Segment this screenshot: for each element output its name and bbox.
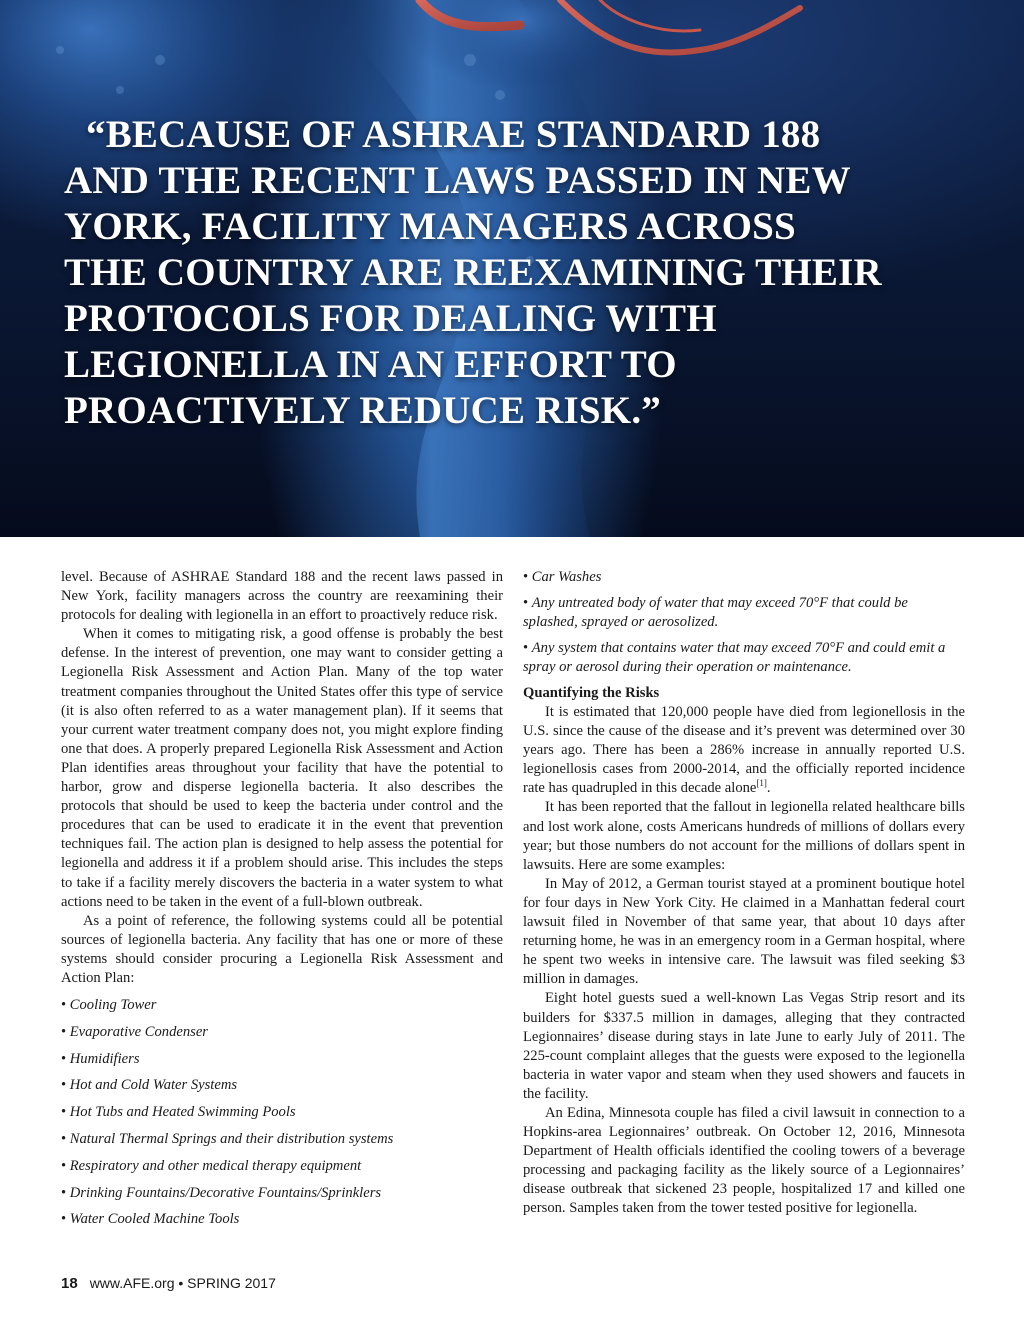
paragraph: As a point of reference, the following systems could all be potential sources of legionella bacteria. Any facility that has one or more of these systems should consider procuring a Legionella Risk Assessment and Action Plan:: [61, 912, 503, 986]
footnote-ref: [1]: [756, 778, 767, 789]
list-item: • Any untreated body of water that may exceed 70°F that could be splashed, sprayed or aerosolized.: [523, 594, 965, 632]
page-footer: [61, 1275, 276, 1292]
paragraph: In May of 2012, a German tourist stayed at a prominent boutique hotel for four days in New York City. He claimed in a Manhattan federal court lawsuit filed in November of that same year, that about 10 days after returning home, he was in an emergency room in a German hospital, where he spent two weeks in intensive care. The lawsuit was filed seeking $3 million in damages.: [523, 875, 965, 988]
legionella-sources-list: [61, 996, 503, 1229]
list-item: • Evaporative Condenser: [61, 1023, 503, 1042]
right-column: [523, 568, 965, 1219]
list-item: • Hot Tubs and Heated Swimming Pools: [61, 1103, 503, 1122]
pull-quote: “BECAUSE OF ASHRAE STANDARD 188 AND THE RECENT LAWS PASSED IN NEW YORK, FACILITY MANAGERS ACROSS THE COUNTRY ARE REEXAMINING THEIR PROTOCOLS FOR DEALING WITH LEGIONELLA IN AN EFFORT TO PROACTIVELY REDUCE RISK.”: [64, 113, 882, 432]
list-item: • Car Washes: [523, 568, 965, 587]
section-heading: Quantifying the Risks: [523, 685, 660, 701]
list-item: • Any system that contains water that may exceed 70°F and could emit a spray or aerosol during their operation or maintenance.: [523, 639, 965, 677]
footer-text: www.AFE.org • SPRING 2017: [89, 1275, 276, 1291]
list-item: • Hot and Cold Water Systems: [61, 1076, 503, 1095]
list-item: • Natural Thermal Springs and their distribution systems: [61, 1130, 503, 1149]
list-item: • Water Cooled Machine Tools: [61, 1210, 503, 1229]
page-number: 18: [61, 1275, 78, 1292]
paragraph: An Edina, Minnesota couple has filed a civil lawsuit in connection to a Hopkins-area Legionnaires’ outbreak. On October 12, 2016, Minnesota Department of Health officials identified the cooling towers of a beverage processing and packaging facility as the likely source of a Legionnaires’ disease outbreak that sickened 23 people, hospitalized 17 and killed one person. Samples taken from the tower tested positive for legionella.: [523, 1104, 965, 1217]
paragraph: It has been reported that the fallout in legionella related healthcare bills and lost work alone, costs Americans hundreds of millions of dollars every year; but those numbers do not account for the millions of dollars spent in lawsuits. Here are some examples:: [523, 799, 965, 873]
list-item: • Humidifiers: [61, 1050, 503, 1069]
left-column: [61, 568, 503, 1237]
paragraph: level. Because of ASHRAE Standard 188 and the recent laws passed in New York, facility managers across the country are reexamining their protocols for dealing with legionella in an effort to proactively reduce risk.: [61, 569, 503, 624]
list-item: • Cooling Tower: [61, 996, 503, 1015]
list-item: • Respiratory and other medical therapy equipment: [61, 1157, 503, 1176]
paragraph: It is estimated that 120,000 people have died from legionellosis in the U.S. since the cause of the disease and it’s prevent was determined over 30 years ago. There has been a 286% increase in annually reported U.S. legionellosis cases from 2000-2014, and the officially reported incidence rate has quadrupled in this decade alone[1].: [523, 704, 965, 797]
list-item: • Drinking Fountains/Decorative Fountains/Sprinklers: [61, 1184, 503, 1203]
paragraph: When it comes to mitigating risk, a good offense is probably the best defense. In the interest of prevention, one may want to consider getting a Legionella Risk Assessment and Action Plan. Many of the top water treatment companies throughout the United States offer this type of service (it is also often referred to as a water management plan). If it seems that your current water treatment company does not, you might explore finding one that does. A properly prepared Legionella Risk Assessment and Action Plan identifies areas throughout your facility that have the potential to harbor, grow and disperse legionella bacteria. It also describes the protocols that should be used to keep the bacteria under control and the procedures that can be used to eradicate it in the event that prevention techniques fail. The action plan is designed to help assess the potential for legionella and address it if a problem should arise. This includes the steps to take if a facility merely discovers the bacteria in a water system to what actions need to be taken in the event of a full-blown outbreak.: [61, 626, 503, 910]
hero-image: [0, 0, 1024, 537]
legionella-sources-list-continued: [523, 568, 965, 677]
paragraph: Eight hotel guests sued a well-known Las Vegas Strip resort and its builders for $337.5 million in damages, alleging that they contracted Legionnaires’ disease during stays in late June to early July of 2011. The 225-count complaint alleges that the guests were exposed to the legionella bacteria in water vapor and steam when they used showers and faucets in the facility.: [523, 990, 965, 1102]
